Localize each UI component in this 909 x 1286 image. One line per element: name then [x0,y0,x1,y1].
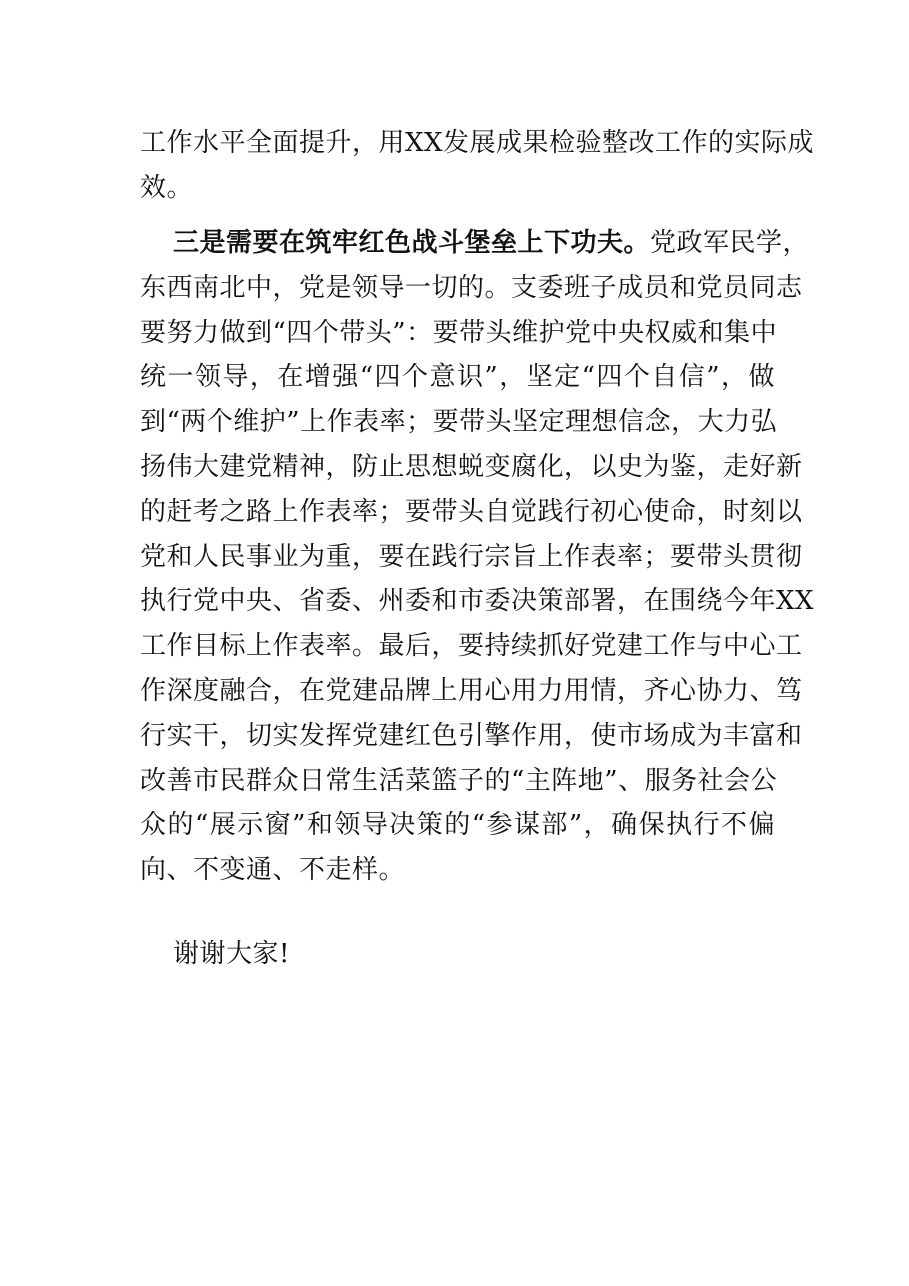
paragraph-line: 作深度融合，在党建品牌上用心用力用情，齐心协力、笃 [140,675,803,706]
paragraph-line: 行实干，切实发挥党建红色引擎作用，使市场成为丰富和 [140,720,803,751]
paragraph-line: 扬伟大建党精神，防止思想蜕变腐化，以史为鉴，走好新 [140,451,803,482]
paragraph-line: 工作目标上作表率。最后，要持续抓好党建工作与中心工 [140,631,803,662]
closing-text: 谢谢大家! [173,939,290,969]
paragraph-line: 向、不变通、不走样。 [140,855,406,886]
paragraph-line: 效。 [140,172,194,203]
paragraph-1 [140,121,815,211]
paragraph-line: 工作水平全面提升，用XX发展成果检验整改工作的实际成 [140,128,815,158]
paragraph-line: 东西南北中，党是领导一切的。支委班子成员和党员同志 [140,272,803,303]
paragraph-line: 到“两个维护”上作表率；要带头坚定理想信念，大力弘 [140,407,778,438]
paragraph-heading: 三是需要在筑牢红色战斗堡垒上下功夫。 [173,228,651,258]
paragraph-line: 的赶考之路上作表率；要带头自觉践行初心使命，时刻以 [140,496,803,527]
paragraph-first-line-text: 党政军民学， [650,228,810,258]
paragraph-line: 统一领导，在增强“四个意识”，坚定“四个自信”，做 [140,362,775,393]
paragraph-line: 众的“展示窗”和领导决策的“参谋部”，确保执行不偏 [140,810,775,841]
paragraph-line: 党和人民事业为重，要在践行宗旨上作表率；要带头贯彻 [140,541,803,572]
paragraph-line: 执行党中央、省委、州委和市委决策部署，在围绕今年XX [140,586,815,617]
paragraph-2 [140,221,815,893]
paragraph-line: 改善市民群众日常生活菜篮子的“主阵地”、服务社会公 [140,765,778,796]
paragraph-line: 要努力做到“四个带头”：要带头维护党中央权威和集中 [140,317,778,348]
paragraph-first-line [140,221,810,266]
closing-paragraph [140,932,775,977]
